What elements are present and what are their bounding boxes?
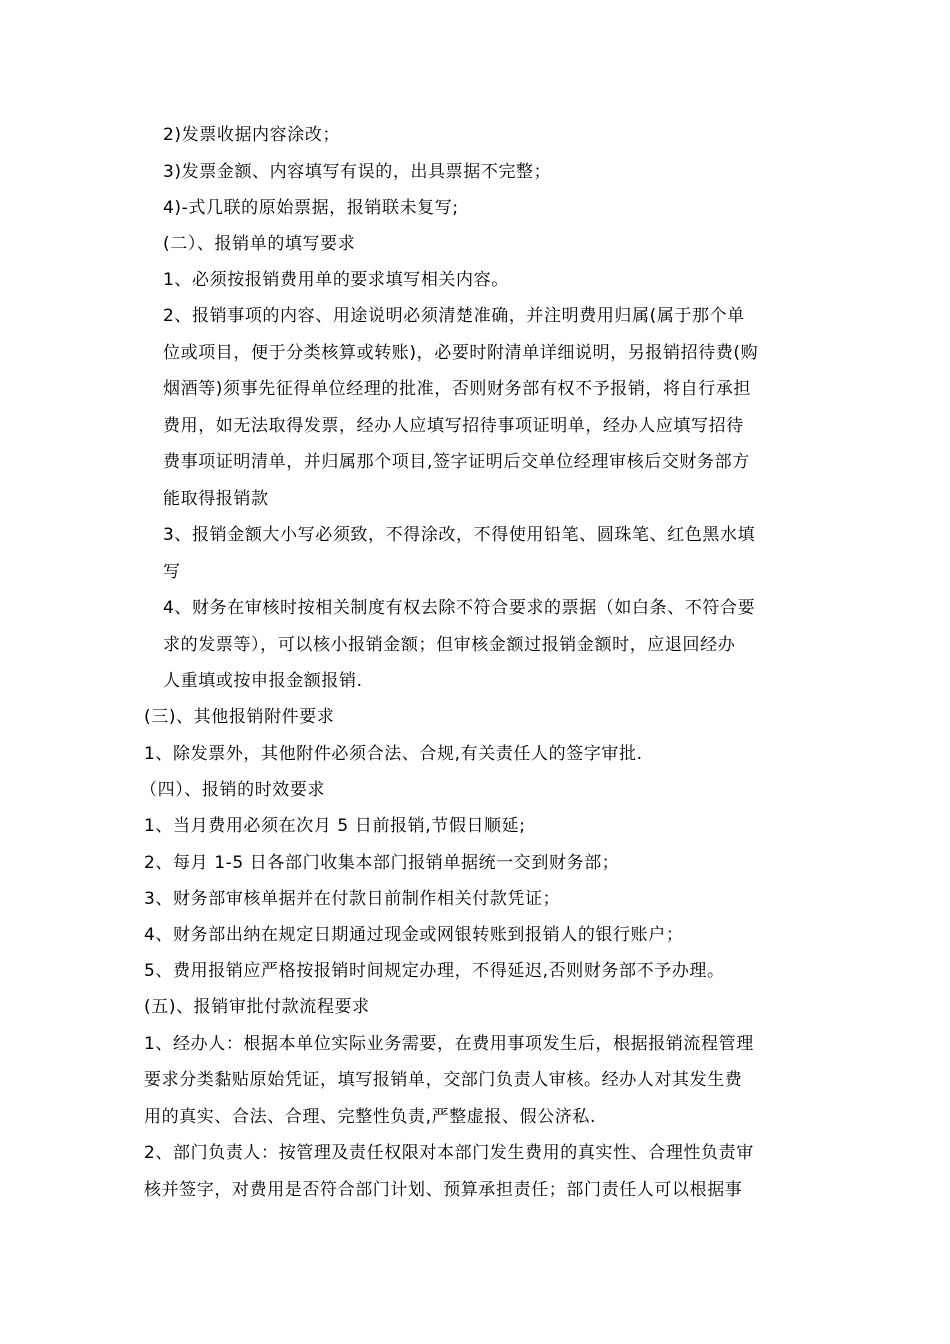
paragraph-line: 求的发票等），可以核小报销金额；但审核金额过报销金额时，应退回经办 [163, 635, 736, 655]
paragraph-line: 烟酒等)须事先征得单位经理的批准，否则财务部有权不予报销，将自行承担 [163, 379, 752, 399]
paragraph-line: 能取得报销款 [163, 489, 269, 509]
paragraph-line: 2、每月 1-5 日各部门收集本部门报销单据统一交到财务部； [144, 853, 620, 873]
section-heading-4: （四）、报销的时效要求 [140, 780, 326, 800]
paragraph-line: 用的真实、合法、合理、完整性负责,严整虚报、假公济私. [144, 1107, 597, 1127]
paragraph-line: 要求分类黏贴原始凭证，填写报销单，交部门负责人审核。经办人对其发生费 [144, 1070, 743, 1090]
paragraph-line: 5、费用报销应严格按报销时间规定办理，不得延迟,否则财务部不予办理。 [144, 961, 725, 981]
paragraph-line: 4、财务在审核时按相关制度有权去除不符合要求的票据（如白条、不符合要 [163, 598, 756, 618]
list-item-invoice-error: 3)发票金额、内容填写有误的，出具票据不完整； [163, 162, 552, 182]
paragraph-line: 2、报销事项的内容、用途说明必须清楚准确，并注明费用归属(属于那个单 [163, 306, 745, 326]
paragraph-line: 费事项证明清单，并归属那个项目,签字证明后交单位经理审核后交财务部方 [163, 452, 750, 472]
paragraph-line: 1、除发票外，其他附件必须合法、合规,有关责任人的签字审批. [144, 744, 643, 764]
paragraph-line: 3、财务部审核单据并在付款日前制作相关付款凭证； [144, 889, 561, 909]
paragraph-line: 1、必须按报销费用单的要求填写相关内容。 [163, 270, 509, 290]
paragraph-line: 人重填或按申报金额报销. [163, 671, 363, 691]
section-heading-2: (二）、报销单的填写要求 [163, 234, 356, 254]
paragraph-line: 1、当月费用必须在次月 5 日前报销,节假日顺延; [144, 816, 526, 836]
section-heading-5: (五)、报销审批付款流程要求 [144, 997, 370, 1017]
paragraph-line: 费用，如无法取得发票，经办人应填写招待事项证明单，经办人应填写招待 [163, 416, 744, 436]
list-item-invoice-altered: 2)发票收据内容涂改； [163, 125, 341, 145]
paragraph-line: 核并签字，对费用是否符合部门计划、预算承担责任；部门责任人可以根据事 [144, 1180, 743, 1200]
paragraph-line: 3、报销金额大小写必须致，不得涂改，不得使用铅笔、圆珠笔、红色黑水填 [163, 525, 756, 545]
list-item-copy-not-duplicated: 4)-式几联的原始票据，报销联未复写; [163, 198, 459, 218]
paragraph-line: 1、经办人：根据本单位实际业务需要，在费用事项发生后，根据报销流程管理 [144, 1034, 754, 1054]
paragraph-line: 写 [163, 562, 181, 582]
paragraph-line: 位或项目，便于分类核算或转账)，必要时附清单详细说明，另报销招待费(购 [163, 343, 759, 363]
paragraph-line: 2、部门负责人：按管理及责任权限对本部门发生费用的真实性、合理性负责审 [144, 1143, 754, 1163]
section-heading-3: (三)、其他报销附件要求 [144, 707, 335, 727]
paragraph-line: 4、财务部出纳在规定日期通过现金或网银转账到报销人的银行账户； [144, 925, 684, 945]
